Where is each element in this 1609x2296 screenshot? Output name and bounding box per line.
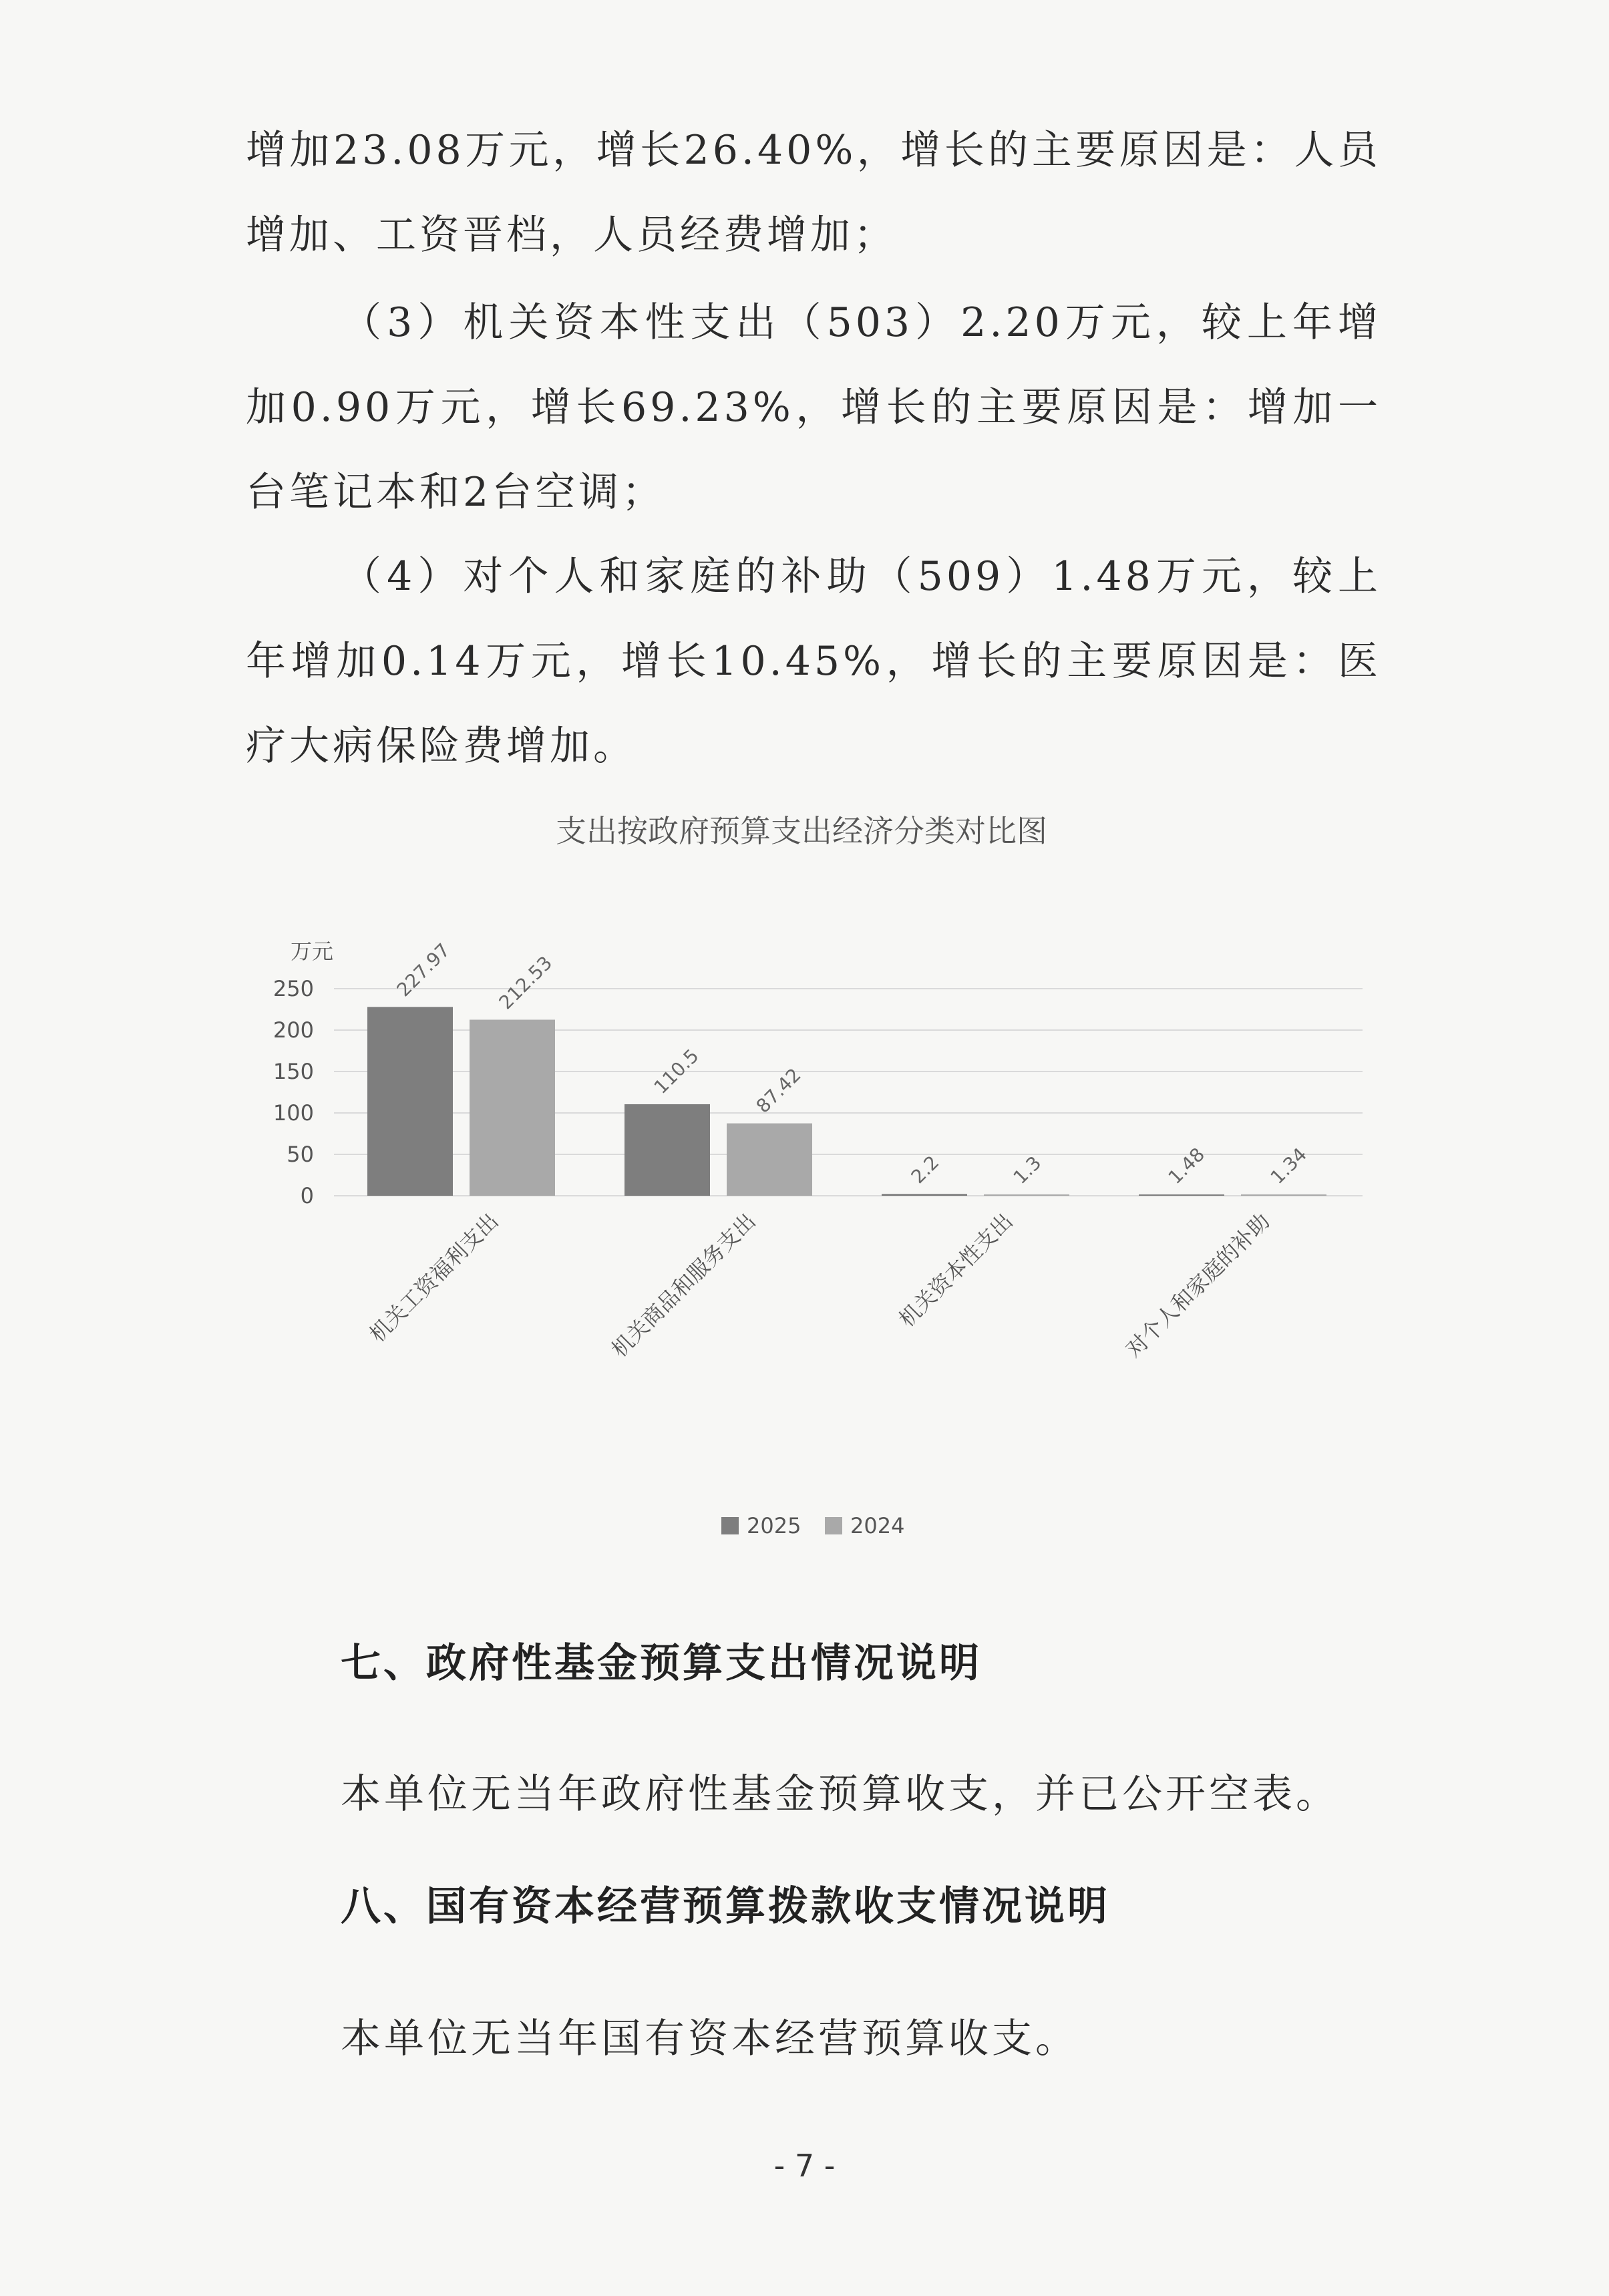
y-tick-label: 250 [273, 976, 314, 1001]
section-7-body: 本单位无当年政府性基金预算收支，并已公开空表。 [341, 1771, 1339, 1818]
paragraph-wages-increase: 增加23.08万元，增长26.40%，增长的主要原因是：人员增加、工资晋档，人员经费增加； [246, 127, 1381, 259]
page-number: - 7 - [773, 2148, 836, 2184]
data-label: 87.42 [751, 1063, 806, 1118]
bar-2024 [1241, 1194, 1326, 1196]
legend-label-2024: 2024 [850, 1513, 905, 1538]
paragraph-capital-expenditure: （3）机关资本性支出（503）2.20万元，较上年增加0.90万元，增长69.23%，增长的主要原因是：增加一台笔记本和2台空调； [246, 299, 1381, 516]
data-label: 227.97 [392, 939, 455, 1001]
section-7-heading: 七、政府性基金预算支出情况说明 [341, 1640, 982, 1687]
y-tick-label: 100 [273, 1100, 314, 1126]
legend-swatch-2025 [721, 1517, 739, 1534]
category-label: 机关商品和服务支出 [606, 1208, 761, 1363]
data-label: 1.34 [1266, 1143, 1312, 1188]
bar-2024 [727, 1124, 812, 1196]
chart-title: 支出按政府预算支出经济分类对比图 [556, 813, 1047, 849]
bar-2025 [882, 1194, 967, 1196]
paragraph-household-subsidy: （4）对个人和家庭的补助（509）1.48万元，较上年增加0.14万元，增长10.45%，增长的主要原因是：医疗大病保险费增加。 [246, 553, 1381, 770]
data-label: 1.48 [1164, 1143, 1210, 1188]
y-tick-label: 200 [273, 1017, 314, 1043]
bar-2024 [984, 1194, 1069, 1196]
y-tick-label: 0 [300, 1183, 314, 1208]
y-axis-unit-label: 万元 [291, 939, 334, 964]
category-label: 对个人和家庭的补助 [1121, 1208, 1275, 1363]
section-8-body: 本单位无当年国有资本经营预算收支。 [341, 2015, 1079, 2062]
y-tick-label: 150 [273, 1059, 314, 1084]
section-8-heading: 八、国有资本经营预算拨款收支情况说明 [341, 1883, 1110, 1930]
data-label: 110.5 [649, 1044, 703, 1098]
bar-2024 [470, 1019, 555, 1196]
bar-2025 [624, 1104, 710, 1196]
category-label: 机关资本性支出 [894, 1208, 1018, 1333]
data-label: 1.3 [1009, 1152, 1046, 1188]
category-label: 机关工资福利支出 [364, 1208, 504, 1347]
y-tick-label: 50 [287, 1142, 314, 1167]
expenditure-bar-chart [200, 782, 1403, 1563]
bar-2025 [1139, 1194, 1224, 1196]
data-label: 212.53 [494, 951, 557, 1014]
bar-2025 [367, 1007, 453, 1196]
legend-swatch-2024 [825, 1517, 842, 1534]
data-label: 2.2 [906, 1151, 944, 1188]
legend-label-2025: 2025 [747, 1513, 801, 1538]
